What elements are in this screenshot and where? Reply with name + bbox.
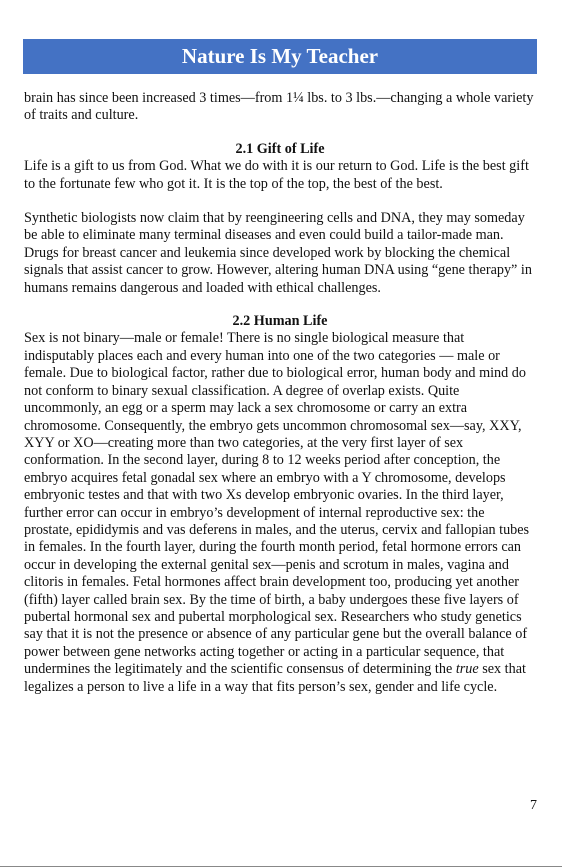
page-number: 7 xyxy=(530,798,537,813)
page-title: Nature Is My Teacher xyxy=(23,39,537,74)
human-life-paragraph xyxy=(24,330,536,696)
gift-of-life-paragraph-1: Life is a gift to us from God. What we do with it is our return to God. Life is the best gift to the fortunate few who got it. It is the top of the top, the best of the best. xyxy=(24,158,529,192)
human-life-text-after-italic: sex that legalizes a person to live a life in a way that fits person’s sex, gender and life cycle. xyxy=(24,661,526,695)
intro-paragraph: brain has since been increased 3 times—from 1¼ lbs. to 3 lbs.—changing a whole variety of traits and culture. xyxy=(24,90,534,124)
human-life-text-before-italic: Sex is not binary—male or female! There is no single biological measure that indisputably places each and every human into one of the two categories — male or female. Due to biological factor, rather due to biological error, human body and mind do not conform to binary sexual classification. A degree of overlap exists. Quite uncommonly, an egg or a sperm may lack a sex chromosome or carry an extra chromosome. Consequently, the embryo gets uncommon chromosomal sex—say, XXY, XYY or XO—creating more than two categories, at the very first layer of sex conformation. In the second layer, during 8 to 12 weeks period after conception, the embryo acquires fetal gonadal sex where an embryo with a Y chromosome, develops embryonic testes and that with two Xs develop embryonic ovaries. In the third layer, further error can occur in embryo’s development of internal reproductive sex: the prostate, epididymis and vas deferens in males, and the uterus, cervix and fallopian tubes in females. In the fourth layer, during the fourth month period, fetal hormone errors can occur in developing the external genital sex—penis and scrotum in males, vagina and clitoris in females. Fetal hormones affect brain development too, producing yet another (fifth) layer called brain sex. By the time of birth, a baby undergoes these five layers of pubertal hormonal sex and pubertal morphological sex. Researchers who study genetics say that it is not the presence or absence of any particular gene but the overall balance of power between gene networks acting together or acting in a particular sequence, that undermines the legitimately and the scientific consensus of determining the xyxy=(24,330,530,678)
italic-word-true: true xyxy=(455,661,479,678)
footer-rule xyxy=(0,866,562,867)
page-content xyxy=(24,90,536,696)
gift-of-life-paragraph-2: Synthetic biologists now claim that by reengineering cells and DNA, they may someday be able to eliminate many terminal diseases and even could build a tailor-made man. Drugs for breast cancer and leukemia since developed work by blocking the chemical signals that assist cancer to grow. However, altering human DNA using “gene therapy” in humans remains dangerous and loaded with ethical challenges. xyxy=(24,210,532,296)
section-heading-human-life: 2.2 Human Life xyxy=(232,313,328,330)
section-heading-gift-of-life: 2.1 Gift of Life xyxy=(235,140,325,157)
